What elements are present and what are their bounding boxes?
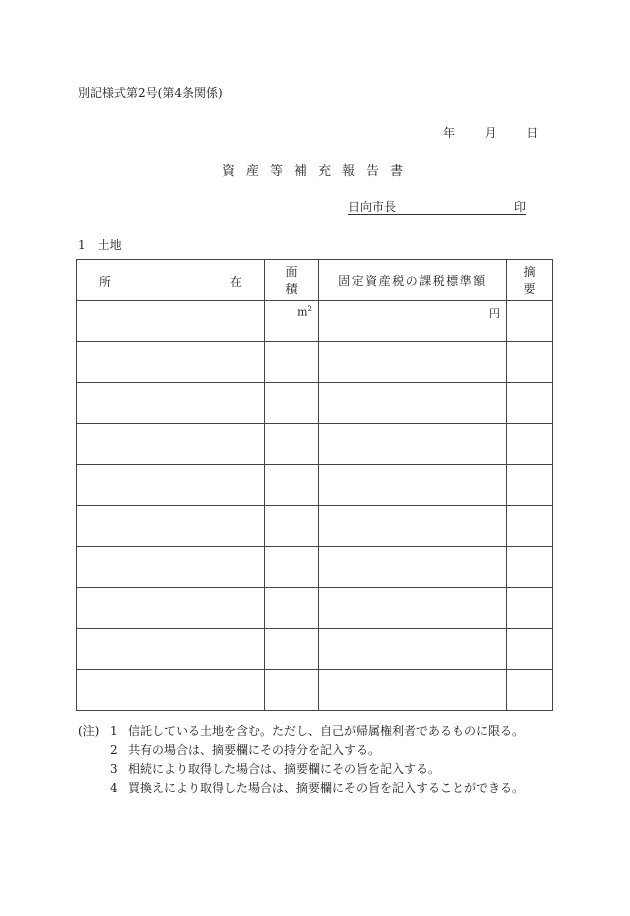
value-cell[interactable] bbox=[319, 301, 507, 342]
table-body bbox=[77, 301, 553, 711]
addressee-name: 日向市長 bbox=[348, 200, 397, 214]
value-cell[interactable] bbox=[319, 342, 507, 383]
area-cell[interactable] bbox=[265, 465, 319, 506]
value-unit: 円 bbox=[489, 307, 500, 320]
header-assessed-value: 固定資産税の課税標準額 bbox=[319, 260, 507, 301]
note-number: 1 bbox=[110, 724, 118, 738]
note-text: 相続により取得した場合は、摘要欄にその旨を記入する。 bbox=[128, 762, 441, 776]
table-row bbox=[77, 547, 553, 588]
area-cell[interactable] bbox=[265, 383, 319, 424]
area-cell[interactable] bbox=[265, 301, 319, 342]
header-location bbox=[77, 260, 265, 301]
location-cell[interactable] bbox=[77, 588, 265, 629]
document-title: 資産等補充報告書 bbox=[221, 164, 414, 179]
header-location-part-1: 所 bbox=[99, 275, 112, 289]
date-year-label: 年 bbox=[443, 126, 456, 140]
location-cell[interactable] bbox=[77, 465, 265, 506]
remarks-cell[interactable] bbox=[507, 506, 553, 547]
note-prefix bbox=[78, 779, 110, 798]
note-prefix bbox=[78, 741, 110, 760]
area-unit: $m^2$ bbox=[297, 305, 312, 319]
location-cell[interactable] bbox=[77, 383, 265, 424]
header-remarks: 摘要 bbox=[507, 260, 553, 301]
location-cell[interactable] bbox=[77, 629, 265, 670]
note-text: 共有の場合は、摘要欄にその持分を記入する。 bbox=[128, 743, 381, 757]
location-cell[interactable] bbox=[77, 547, 265, 588]
remarks-cell[interactable] bbox=[507, 301, 553, 342]
note-text: 信託している土地を含む。ただし、自己が帰属権利者であるものに限る。 bbox=[128, 724, 525, 738]
table-row bbox=[77, 383, 553, 424]
notes-section bbox=[78, 722, 524, 798]
seal-mark: 印 bbox=[513, 200, 526, 214]
section-number: 1 bbox=[78, 238, 86, 252]
location-cell[interactable] bbox=[77, 670, 265, 711]
remarks-cell[interactable] bbox=[507, 629, 553, 670]
area-cell[interactable] bbox=[265, 588, 319, 629]
area-cell[interactable] bbox=[265, 670, 319, 711]
note-item bbox=[78, 722, 524, 741]
value-cell[interactable] bbox=[319, 670, 507, 711]
note-text: 買換えにより取得した場合は、摘要欄にその旨を記入することができる。 bbox=[128, 781, 525, 795]
value-cell[interactable] bbox=[319, 588, 507, 629]
note-number: 3 bbox=[110, 762, 118, 776]
addressee-line bbox=[348, 198, 526, 215]
table-row bbox=[77, 465, 553, 506]
location-cell[interactable] bbox=[77, 301, 265, 342]
remarks-cell[interactable] bbox=[507, 465, 553, 506]
land-table bbox=[76, 259, 553, 711]
header-location-part-2: 在 bbox=[229, 275, 242, 289]
remarks-cell[interactable] bbox=[507, 588, 553, 629]
table-row bbox=[77, 588, 553, 629]
note-prefix: (注) bbox=[78, 724, 100, 738]
header-area: 面積 bbox=[265, 260, 319, 301]
remarks-cell[interactable] bbox=[507, 670, 553, 711]
area-cell[interactable] bbox=[265, 547, 319, 588]
location-cell[interactable] bbox=[77, 506, 265, 547]
note-item bbox=[78, 779, 524, 798]
section-heading bbox=[78, 236, 122, 253]
location-cell[interactable] bbox=[77, 424, 265, 465]
value-cell[interactable] bbox=[319, 383, 507, 424]
remarks-cell[interactable] bbox=[507, 342, 553, 383]
note-item bbox=[78, 760, 524, 779]
table-row bbox=[77, 670, 553, 711]
value-cell[interactable] bbox=[319, 424, 507, 465]
note-prefix bbox=[78, 760, 110, 779]
location-cell[interactable] bbox=[77, 342, 265, 383]
note-number: 4 bbox=[110, 781, 118, 795]
remarks-cell[interactable] bbox=[507, 424, 553, 465]
table-header-row bbox=[77, 260, 553, 301]
date-month-label: 月 bbox=[484, 126, 497, 140]
area-cell[interactable] bbox=[265, 629, 319, 670]
table-row bbox=[77, 506, 553, 547]
remarks-cell[interactable] bbox=[507, 383, 553, 424]
table-row bbox=[77, 342, 553, 383]
date-day-label: 日 bbox=[526, 126, 539, 140]
value-cell[interactable] bbox=[319, 506, 507, 547]
note-item bbox=[78, 741, 524, 760]
area-cell[interactable] bbox=[265, 342, 319, 383]
form-reference: 別記様式第2号(第4条関係) bbox=[78, 86, 223, 100]
value-cell[interactable] bbox=[319, 547, 507, 588]
section-label: 土地 bbox=[97, 238, 122, 252]
note-number: 2 bbox=[110, 743, 118, 757]
area-cell[interactable] bbox=[265, 424, 319, 465]
value-cell[interactable] bbox=[319, 465, 507, 506]
area-cell[interactable] bbox=[265, 506, 319, 547]
table-row bbox=[77, 629, 553, 670]
table-row bbox=[77, 424, 553, 465]
value-cell[interactable] bbox=[319, 629, 507, 670]
date-line bbox=[443, 124, 538, 141]
table-row bbox=[77, 301, 553, 342]
remarks-cell[interactable] bbox=[507, 547, 553, 588]
